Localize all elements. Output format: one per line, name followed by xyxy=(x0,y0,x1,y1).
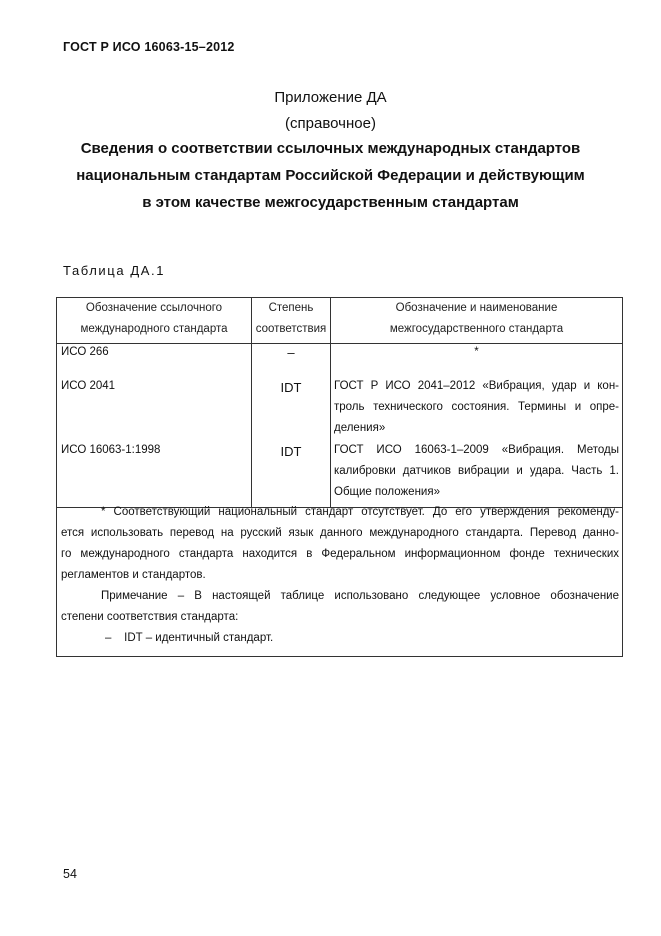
table-caption: Таблица ДА.1 xyxy=(63,263,166,278)
document-code: ГОСТ Р ИСО 16063-15–2012 xyxy=(63,40,235,54)
page-number: 54 xyxy=(63,867,77,881)
table-row-1-national: * xyxy=(474,346,479,358)
appendix-title: Приложение ДА xyxy=(274,89,387,106)
table-row-3-degree: IDT xyxy=(280,444,302,459)
header-degree: Степень соответствия xyxy=(255,302,327,335)
appendix-heading-line-1: Сведения о соответствии ссылочных международных стандартов xyxy=(80,140,581,157)
table-footnote: * Соответствующий национальный стандарт отсутствует. До его утверждения рекоменду- ется использовать перевод на русский язык данного международного стандарта. Перевод данно- го международного стандарта находится в Федеральном информационном фонде технических регламентов и стандартов. xyxy=(61,506,619,581)
appendix-subtitle: (справочное) xyxy=(285,115,376,132)
correspondence-table xyxy=(56,297,623,657)
table-row-2-degree: IDT xyxy=(280,380,302,395)
header-ref-standard: Обозначение ссылочного международного стандарта xyxy=(80,302,228,335)
table-row-1-ref: ИСО 266 xyxy=(61,346,109,358)
table-note: Примечание – В настоящей таблице использовано следующее условное обозначение степени соответствия стандарта: – IDT – идентичный стандарт. xyxy=(61,586,619,649)
table-row-3-national: ГОСТ ИСО 16063-1–2009 «Вибрация. Методы калибровки датчиков вибрации и удара. Часть 1. Общие положения» xyxy=(334,444,619,498)
table-row-2-ref: ИСО 2041 xyxy=(61,380,116,392)
legend-item-idt: – IDT – идентичный стандарт. xyxy=(105,632,274,644)
table-row-3-ref: ИСО 16063-1:1998 xyxy=(61,444,161,456)
appendix-heading-line-3: в этом качестве межгосударственным стандартам xyxy=(142,194,519,211)
appendix-heading-line-2: национальным стандартам Российской Федерации и действующим xyxy=(76,167,585,184)
table-row-2-national: ГОСТ Р ИСО 2041–2012 «Вибрация, удар и кон- троль технического состояния. Термины и опре- деления» xyxy=(334,380,619,434)
table-row-1-degree: – xyxy=(287,345,295,360)
header-national-standard: Обозначение и наименование межгосударственного стандарта xyxy=(389,302,564,335)
